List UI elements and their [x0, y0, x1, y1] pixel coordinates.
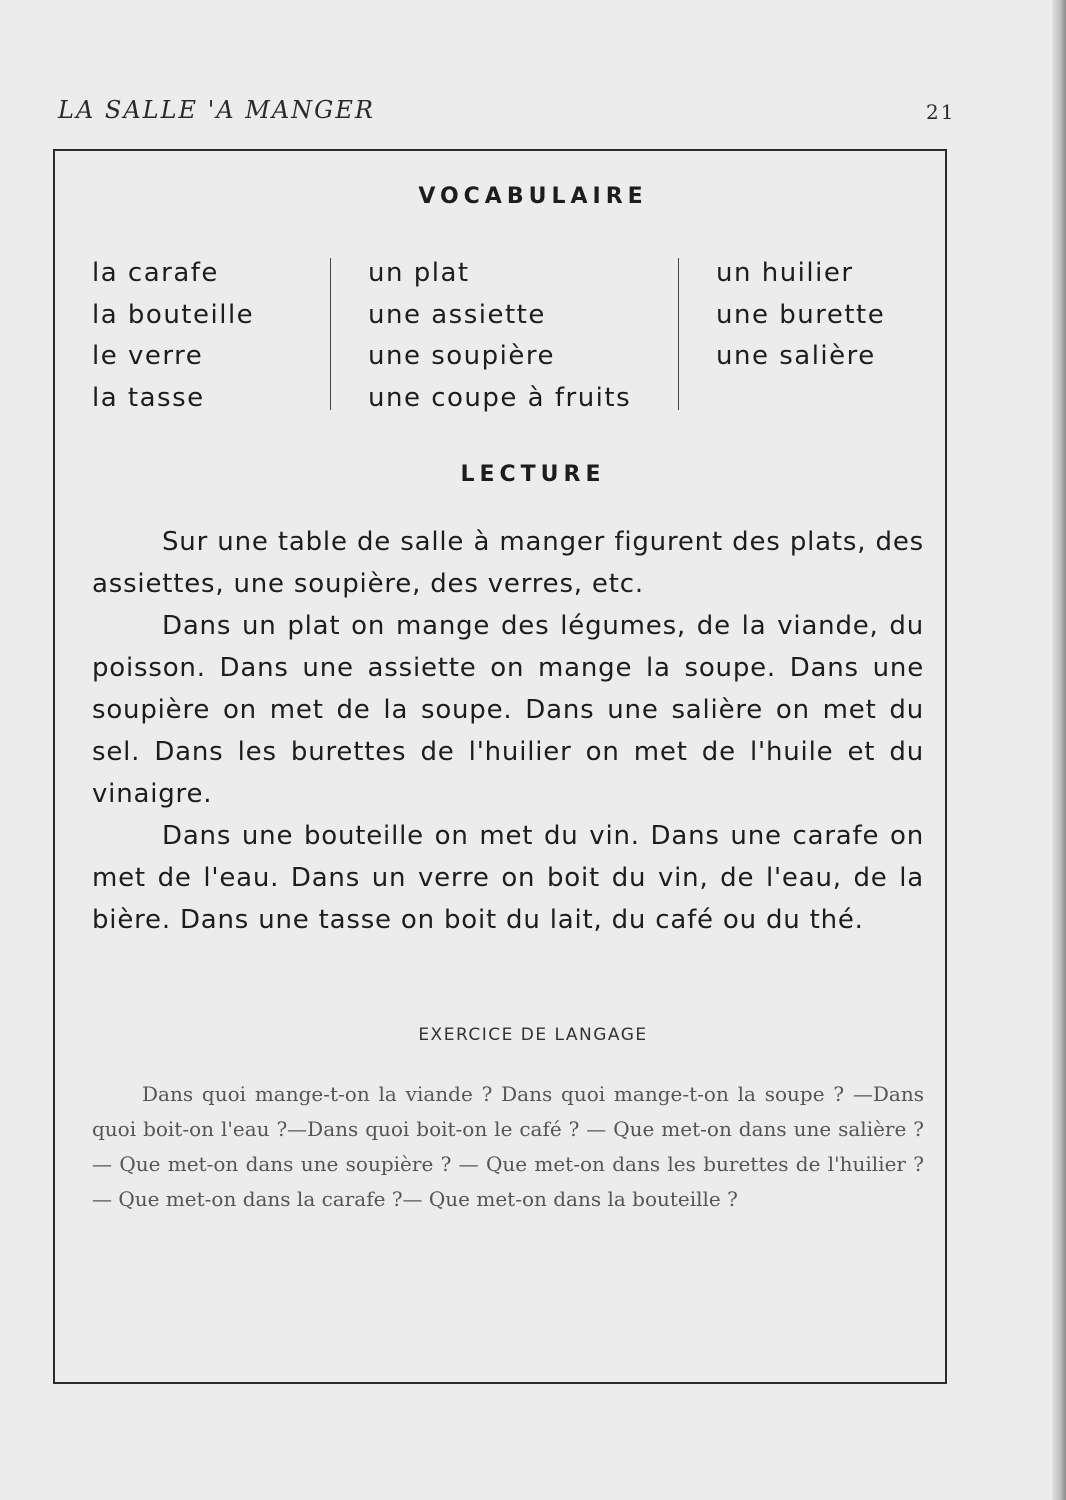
- page-number: 21: [926, 100, 956, 124]
- vocab-word: une assiette: [368, 299, 546, 330]
- vocab-word: un huilier: [716, 258, 854, 288]
- exercice-text: [92, 1077, 924, 1217]
- vocab-word: le verre: [92, 341, 204, 371]
- vocab-word: une coupe à fruits: [368, 382, 632, 413]
- page-edge-shadow: [1052, 0, 1066, 1500]
- running-header-title: LA SALLE 'A MANGER: [58, 96, 375, 124]
- vocab-word: la bouteille: [92, 299, 255, 330]
- exercice-heading: EXERCICE DE LANGAGE: [418, 1025, 648, 1045]
- vocabulaire-heading: VOCABULAIRE: [418, 184, 648, 209]
- column-divider: [678, 258, 679, 410]
- column-divider: [330, 258, 331, 410]
- lecture-paragraph: Dans une bouteille on met du vin. Dans une carafe on met de l'eau. Dans un verre on boit du vin, de l'eau, de la bière. Dans une tasse on boit du lait, du café ou du thé.: [92, 821, 924, 935]
- vocab-word: la carafe: [92, 258, 219, 288]
- vocab-column-1: [92, 253, 254, 419]
- vocab-column-2: [368, 253, 631, 419]
- lecture-paragraph: Sur une table de salle à manger figurent des plats, des assiettes, une soupière, des verres, etc.: [92, 527, 924, 599]
- vocab-word: la tasse: [92, 382, 205, 413]
- lecture-paragraph: Dans un plat on mange des légumes, de la viande, du poisson. Dans une assiette on mange la soupe. Dans une soupière on met de la soupe. Dans une salière on met du sel. Dans les burettes de l'huilier on met de l'huile et du vinaigre.: [92, 611, 924, 809]
- vocab-word: une soupière: [368, 341, 555, 371]
- lecture-text: [92, 521, 924, 941]
- vocab-column-3: [716, 253, 885, 378]
- vocab-word: une burette: [716, 299, 886, 330]
- lecture-heading: LECTURE: [460, 462, 606, 487]
- vocab-word: un plat: [368, 258, 470, 288]
- exercice-paragraph: Dans quoi mange-t-on la viande ? Dans quoi mange-t-on la soupe ? —Dans quoi boit-on l'eau ?—Dans quoi boit-on le café ? — Que met-on dans une salière ? — Que met-on dans une soupière ? — Que met-on dans les burettes de l'huilier ? — Que met-on dans la carafe ?— Que met-on dans la bouteille ?: [92, 1082, 924, 1211]
- vocab-word: une salière: [716, 341, 876, 371]
